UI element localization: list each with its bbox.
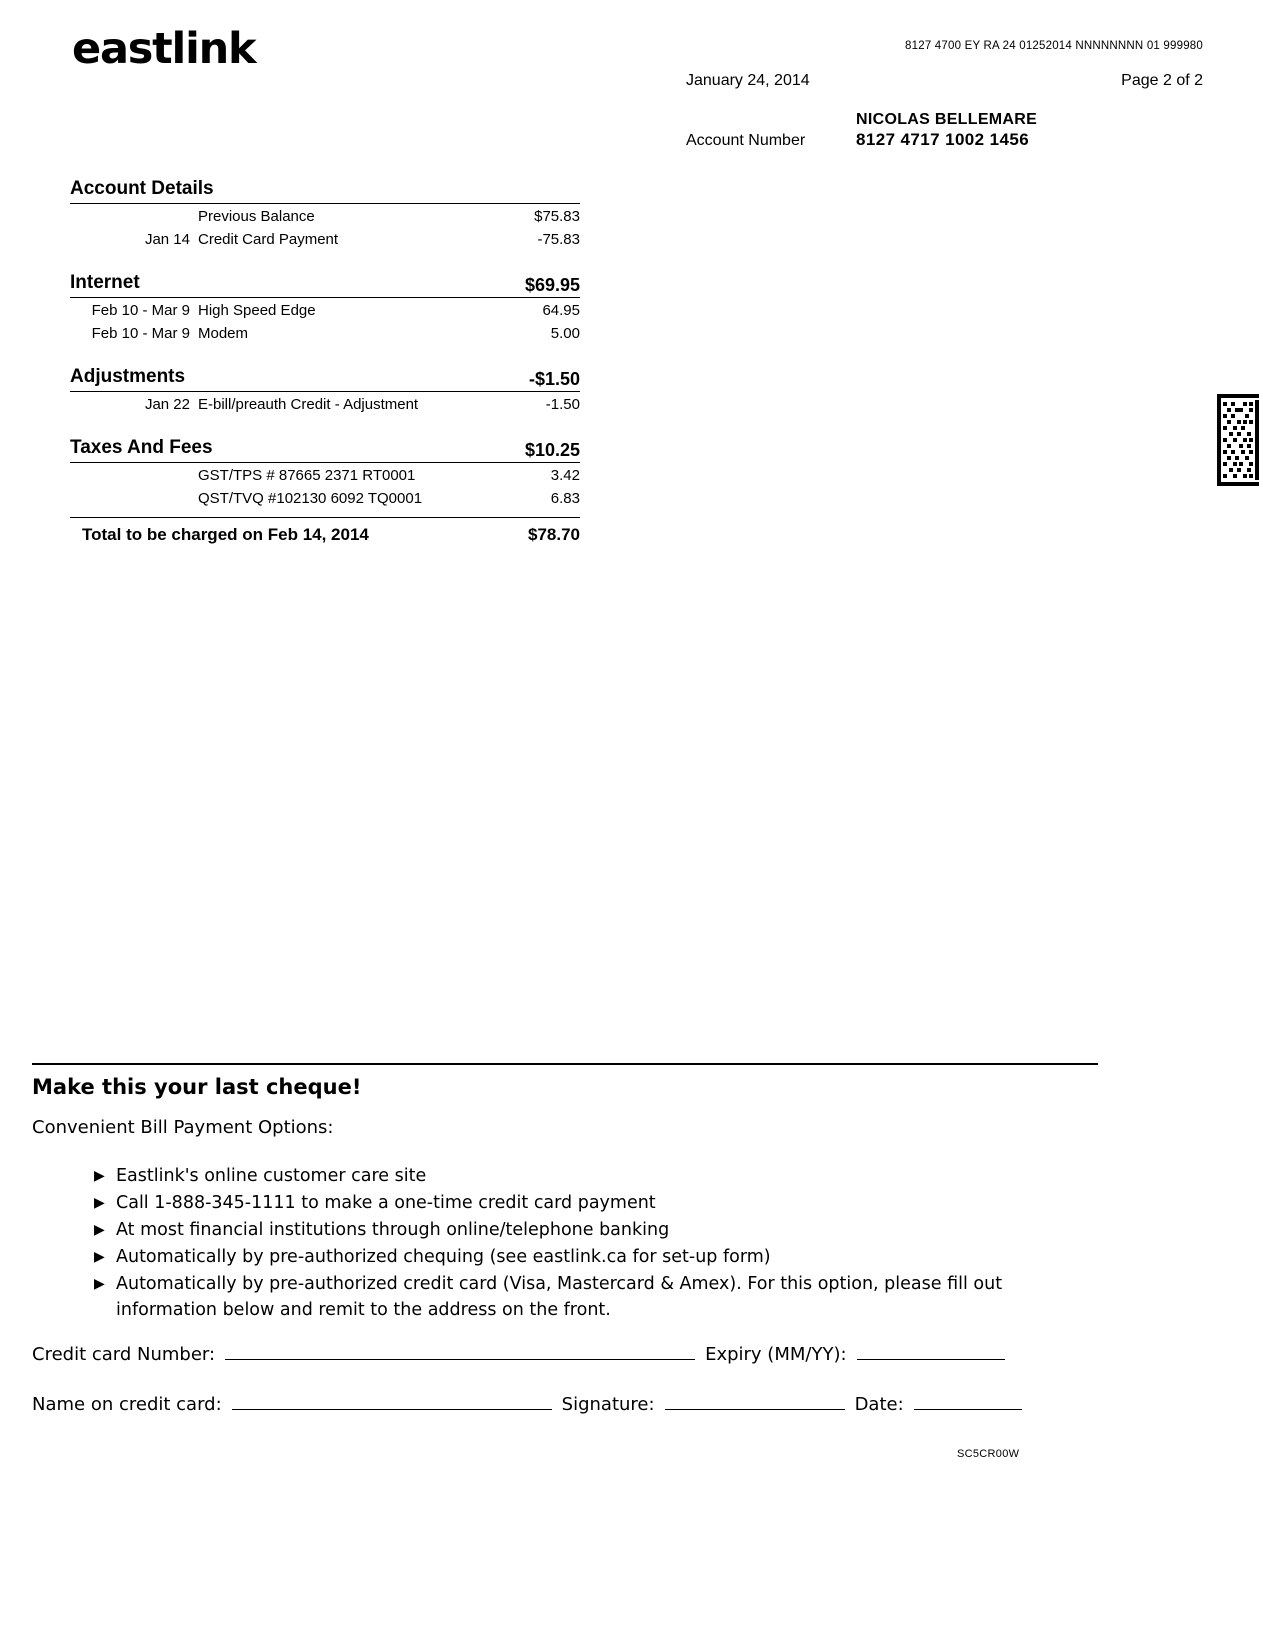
- triangle-bullet-icon: ▶: [94, 1249, 105, 1265]
- row-value: $75.83: [534, 208, 580, 225]
- table-row: [70, 204, 580, 227]
- list-item: [94, 1271, 1074, 1323]
- datamatrix-code-icon: [1215, 392, 1261, 488]
- date-label: Date:: [854, 1394, 904, 1415]
- expiry-label: Expiry (MM/YY):: [705, 1344, 847, 1365]
- table-row: [70, 392, 580, 415]
- row-description: Previous Balance: [198, 208, 315, 225]
- row-value: 6.83: [550, 490, 580, 507]
- spacer: [70, 415, 580, 437]
- taxes-title: Taxes And Fees: [70, 437, 213, 458]
- triangle-bullet-icon: ▶: [94, 1168, 105, 1184]
- account-number-value: 8127 4717 1002 1456: [856, 130, 1030, 149]
- row-description: QST/TVQ #102130 6092 TQ0001: [198, 490, 423, 507]
- row-date: Jan 14: [144, 231, 190, 248]
- triangle-bullet-icon: ▶: [94, 1276, 105, 1292]
- credit-card-form-row-2: [32, 1392, 1032, 1415]
- list-item: [94, 1244, 1074, 1270]
- spacer: [70, 344, 580, 366]
- credit-card-number-label: Credit card Number:: [32, 1344, 216, 1365]
- list-item-label: Automatically by pre-authorized chequing (see eastlink.ca for set-up form): [116, 1247, 771, 1267]
- list-item: [94, 1190, 1074, 1216]
- taxes-header: [70, 437, 580, 463]
- total-row: [70, 518, 580, 545]
- internet-header: [70, 272, 580, 298]
- list-item-label: Eastlink's online customer care site: [116, 1166, 427, 1186]
- row-value: 64.95: [542, 302, 580, 319]
- table-row: [70, 463, 580, 486]
- row-value: -75.83: [537, 231, 580, 248]
- statement-date: January 24, 2014: [686, 72, 810, 89]
- name-on-card-field[interactable]: [232, 1392, 552, 1410]
- row-description: Credit Card Payment: [198, 231, 339, 248]
- account-details-title: Account Details: [70, 178, 214, 199]
- payment-section-heading: Make this your last cheque!: [32, 1075, 362, 1099]
- row-value: -1.50: [545, 396, 580, 413]
- row-description: Modem: [198, 325, 249, 342]
- payment-section-subheading: Convenient Bill Payment Options:: [32, 1117, 334, 1138]
- row-date: [70, 488, 198, 509]
- eastlink-logo: [72, 24, 255, 74]
- adjustments-amount: -$1.50: [528, 369, 580, 389]
- customer-name: NICOLAS BELLEMARE: [856, 111, 1038, 128]
- signature-field[interactable]: [665, 1392, 845, 1410]
- row-date: Feb 10 - Mar 9: [91, 325, 190, 342]
- account-number-label: Account Number: [686, 132, 806, 149]
- table-row: [70, 486, 580, 509]
- list-item-label: At most financial institutions through online/telephone banking: [116, 1220, 670, 1240]
- footer-form-code: SC5CR00W: [957, 1448, 1020, 1460]
- table-row: [70, 321, 580, 344]
- row-value: 5.00: [550, 325, 580, 342]
- total-value: $78.70: [528, 525, 580, 544]
- row-date: [70, 465, 198, 486]
- adjustments-header: [70, 366, 580, 392]
- taxes-amount: $10.25: [524, 440, 580, 460]
- page-indicator: Page 2 of 2: [1121, 72, 1203, 89]
- row-date: [70, 206, 198, 227]
- account-details-table: [70, 178, 580, 545]
- logo-text: eastlink: [72, 24, 256, 74]
- table-row: [70, 227, 580, 250]
- expiry-field[interactable]: [857, 1342, 1005, 1360]
- triangle-bullet-icon: ▶: [94, 1222, 105, 1238]
- internet-amount: $69.95: [524, 275, 580, 295]
- row-value: 3.42: [550, 467, 580, 484]
- table-row: [70, 298, 580, 321]
- adjustments-title: Adjustments: [70, 366, 186, 387]
- routing-code-line: 8127 4700 EY RA 24 01252014 NNNNNNNN 01 999980: [905, 40, 1203, 52]
- row-date: Feb 10 - Mar 9: [91, 302, 190, 319]
- row-description: E-bill/preauth Credit - Adjustment: [198, 396, 419, 413]
- account-details-header: [70, 178, 580, 204]
- spacer: [70, 250, 580, 272]
- total-label: Total to be charged on Feb 14, 2014: [82, 525, 369, 544]
- list-item-label: Call 1-888-345-1111 to make a one-time credit card payment: [116, 1193, 656, 1213]
- triangle-bullet-icon: ▶: [94, 1195, 105, 1211]
- date-field[interactable]: [914, 1392, 1022, 1410]
- list-item: [94, 1217, 1074, 1243]
- list-item-label: Automatically by pre-authorized credit card (Visa, Mastercard & Amex). For this option, please fill out information below and remit to the address on the front.: [116, 1274, 1003, 1320]
- name-on-card-label: Name on credit card:: [32, 1394, 222, 1415]
- section-divider: [32, 1063, 1098, 1065]
- row-description: GST/TPS # 87665 2371 RT0001: [198, 467, 416, 484]
- signature-label: Signature:: [561, 1394, 655, 1415]
- credit-card-form-row-1: [32, 1342, 1032, 1365]
- credit-card-number-field[interactable]: [225, 1342, 695, 1360]
- row-description: High Speed Edge: [198, 302, 316, 319]
- internet-title: Internet: [70, 272, 140, 293]
- list-item: [94, 1163, 1074, 1189]
- row-date: Jan 22: [144, 396, 190, 413]
- payment-options-list: [94, 1163, 1074, 1324]
